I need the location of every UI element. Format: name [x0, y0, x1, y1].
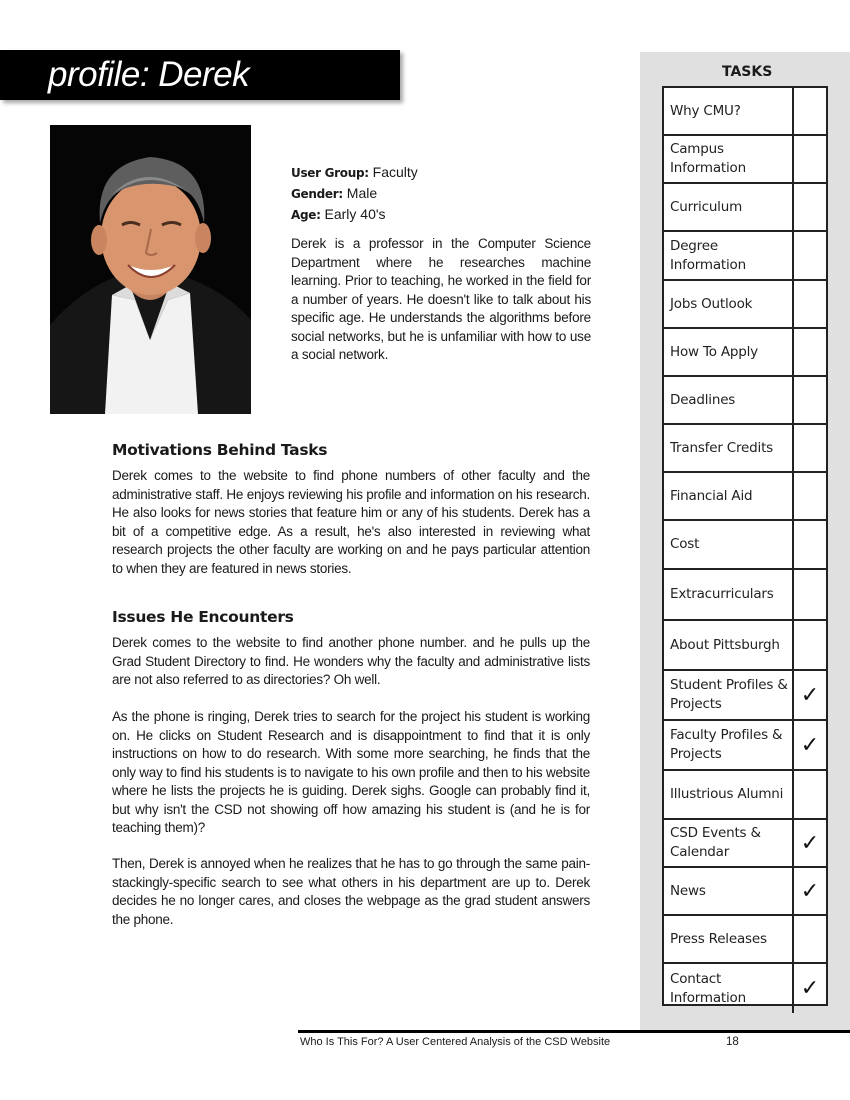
issues-paragraph-3: Then, Derek is annoyed when he realizes that he has to go through the same pain-stackingly-specific search to see what others in his department are up to. Derek decides he no longer cares, and closes the webpage as the grad student answers the phone.: [112, 856, 590, 927]
bio-paragraph: Derek is a professor in the Computer Science Department where he researches machine learning. Prior to teaching, he worked in the field for a number of years. He doesn't like to talk about his specific age. He understands the algorithms before social networks, but he is unfamiliar with how to use a social network.: [291, 236, 591, 362]
task-label: Deadlines: [664, 377, 794, 423]
title-bar: [0, 50, 400, 100]
gender-value: Male: [346, 185, 378, 201]
issues-paragraph-1: Derek comes to the website to find another phone number. and he pulls up the Grad Student Directory to find. He wonders why the faculty and administrative lists are not also referred to as directories? Oh well.: [112, 635, 590, 687]
checkmark-icon: ✓: [800, 976, 820, 1001]
footer-rule: [298, 1030, 850, 1033]
task-row: [664, 184, 826, 232]
age-value: Early 40's: [324, 206, 386, 222]
tasks-table: [662, 86, 828, 1006]
empty-check-cell: [794, 916, 826, 962]
age-label: Age:: [291, 208, 321, 222]
task-row: [664, 820, 826, 868]
task-row: [664, 721, 826, 771]
task-row: [664, 329, 826, 377]
empty-check-cell: [794, 184, 826, 230]
empty-check-cell: [794, 771, 826, 818]
checkmark-icon: ✓: [800, 830, 820, 856]
task-label: Cost: [664, 521, 794, 568]
task-label: Why CMU?: [664, 88, 794, 134]
profile-photo: [50, 125, 251, 414]
task-row: [664, 281, 826, 329]
task-row: [664, 621, 826, 671]
empty-check-cell: [794, 281, 826, 327]
task-label: News: [664, 868, 794, 914]
task-row: [664, 521, 826, 570]
checkmark-icon: ✓: [800, 878, 820, 904]
task-label: Jobs Outlook: [664, 281, 794, 327]
task-row: [664, 473, 826, 521]
task-label: About Pittsburgh: [664, 621, 794, 669]
task-label: Press Releases: [664, 916, 794, 962]
task-row: [664, 232, 826, 281]
page-title: profile: Derek: [48, 55, 250, 94]
empty-check-cell: [794, 570, 826, 619]
portrait-image: [50, 125, 251, 414]
empty-check-cell: [794, 521, 826, 568]
checkmark-icon: ✓: [800, 682, 820, 708]
gender-label: Gender:: [291, 187, 343, 201]
issues-heading: Issues He Encounters: [112, 608, 294, 626]
empty-check-cell: [794, 425, 826, 471]
task-label: CSD Events & Calendar: [664, 820, 794, 866]
task-label: Illustrious Alumni: [664, 771, 794, 818]
task-label: How To Apply: [664, 329, 794, 375]
task-row: [664, 88, 826, 136]
task-row: [664, 964, 826, 1013]
empty-check-cell: [794, 88, 826, 134]
motivations-heading: Motivations Behind Tasks: [112, 441, 328, 459]
task-label: Financial Aid: [664, 473, 794, 519]
task-row: [664, 425, 826, 473]
issues-paragraph-2: As the phone is ringing, Derek tries to search for the project his student is working on. He clicks on Student Research and is disappointment to find that it is only instructions on how to do research. With some more searching, he finds that the only way to find his students is to navigate to his own profile and then to his website where he lists the projects he is guiding. Derek sighs. Google can probably find it, but why isn't the CSD not showing off how amazing his student is (and he is for teaching them)?: [112, 709, 590, 835]
task-row: [664, 570, 826, 621]
task-row: [664, 771, 826, 820]
task-row: [664, 671, 826, 721]
task-row: [664, 868, 826, 916]
motivations-paragraph: Derek comes to the website to find phone numbers of other faculty and the administrative staff. He enjoys reviewing his profile and information on his research. He also looks for news stories that feature him or any of his students. Derek has a bit of a competitive edge. As a result, he's also interested in reviewing what research projects the other faculty are working on and he pays particular attention to when they are featured in news stories.: [112, 468, 590, 576]
task-label: Curriculum: [664, 184, 794, 230]
task-row: [664, 916, 826, 964]
task-label: Degree Information: [664, 232, 794, 279]
task-row: [664, 136, 826, 184]
profile-meta: [291, 162, 591, 225]
checkmark-icon: ✓: [800, 732, 820, 758]
task-label: Campus Information: [664, 136, 794, 182]
task-label: Contact Information: [664, 964, 794, 1013]
task-row: [664, 377, 826, 425]
task-label: Student Profiles & Projects: [664, 671, 794, 719]
age-line: [291, 204, 591, 225]
user-group-line: [291, 162, 591, 183]
empty-check-cell: [794, 377, 826, 423]
task-label: Transfer Credits: [664, 425, 794, 471]
empty-check-cell: [794, 232, 826, 279]
page-number: 18: [726, 1036, 739, 1048]
empty-check-cell: [794, 621, 826, 669]
tasks-heading: TASKS: [722, 64, 773, 80]
user-group-value: Faculty: [372, 164, 418, 180]
empty-check-cell: [794, 136, 826, 182]
footer-title: Who Is This For? A User Centered Analysis of the CSD Website: [300, 1036, 611, 1048]
task-label: Faculty Profiles & Projects: [664, 721, 794, 769]
empty-check-cell: [794, 473, 826, 519]
empty-check-cell: [794, 329, 826, 375]
user-group-label: User Group:: [291, 166, 369, 180]
gender-line: [291, 183, 591, 204]
task-label: Extracurriculars: [664, 570, 794, 619]
